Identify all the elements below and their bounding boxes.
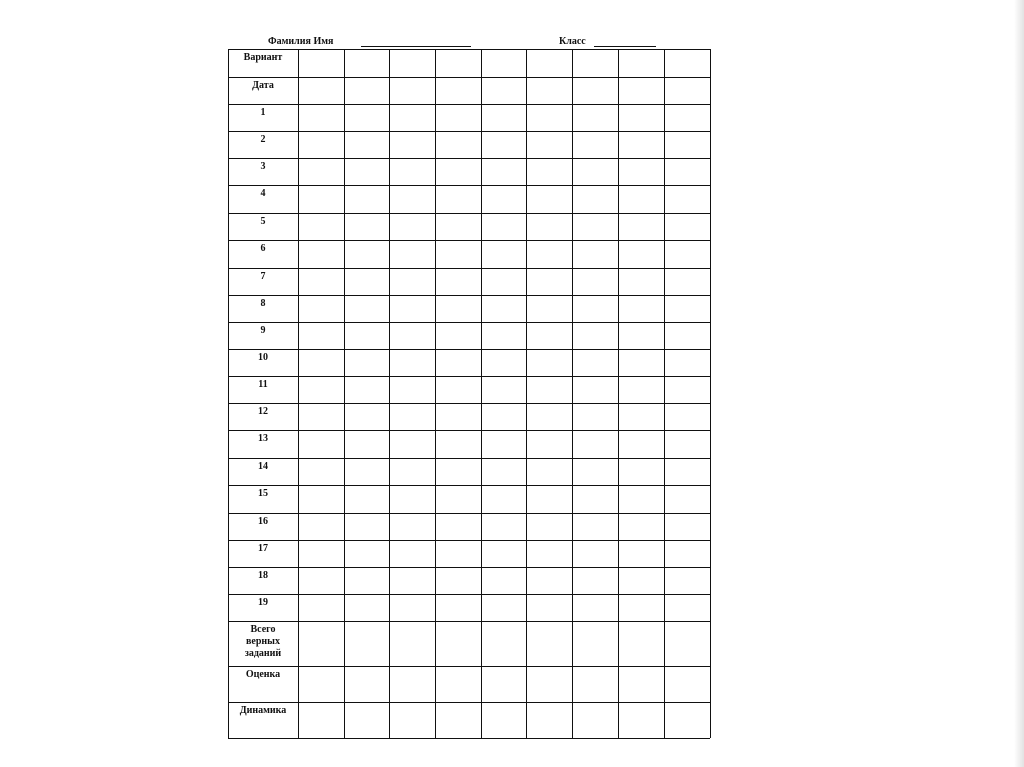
form-header (228, 36, 710, 50)
table-row-line (228, 240, 710, 241)
name-label: Фамилия Имя (268, 36, 334, 47)
table-row-line (228, 403, 710, 404)
table-row-line (228, 131, 710, 132)
table-row-line (228, 485, 710, 486)
row-label: 15 (258, 488, 268, 499)
table-column-line (710, 49, 711, 738)
row-label: 4 (260, 188, 266, 199)
table-column-line (526, 49, 527, 738)
table-column-line (572, 49, 573, 738)
row-label: 10 (258, 352, 268, 363)
table-column-line (298, 49, 299, 738)
row-label: Дата (252, 80, 274, 91)
table-column-line (344, 49, 345, 738)
class-blank-line (594, 46, 656, 47)
table-row-line (228, 513, 710, 514)
table-column-line (618, 49, 619, 738)
row-label: 16 (258, 516, 268, 527)
row-label: 18 (258, 570, 268, 581)
row-label: 11 (258, 379, 268, 390)
row-label: 2 (260, 134, 266, 145)
class-label: Класс (559, 36, 586, 47)
table-row-line (228, 702, 710, 703)
row-label: 13 (258, 433, 268, 444)
table-row-line (228, 158, 710, 159)
row-label: Оценка (245, 669, 281, 680)
table-row-line (228, 738, 710, 739)
row-label: 9 (260, 325, 266, 336)
row-label: Всего верных заданий (244, 624, 282, 659)
table-row-line (228, 594, 710, 595)
row-label: 1 (260, 107, 266, 118)
table-row-line (228, 322, 710, 323)
table-row-line (228, 213, 710, 214)
table-column-line (435, 49, 436, 738)
table-row-line (228, 430, 710, 431)
row-label: 17 (258, 543, 268, 554)
row-label: 8 (260, 298, 266, 309)
table-row-line (228, 49, 710, 50)
table-row-line (228, 666, 710, 667)
row-label: 14 (258, 461, 268, 472)
table-row-line (228, 295, 710, 296)
row-label: 7 (260, 271, 266, 282)
table-row-line (228, 104, 710, 105)
table-row-line (228, 268, 710, 269)
table-row-line (228, 349, 710, 350)
row-label: Динамика (239, 705, 287, 716)
table-row-line (228, 376, 710, 377)
row-label: 12 (258, 406, 268, 417)
row-label: 3 (260, 161, 266, 172)
row-label: Вариант (243, 52, 283, 63)
table-row-line (228, 567, 710, 568)
table-row-line (228, 185, 710, 186)
table-row-line (228, 621, 710, 622)
table-row-line (228, 540, 710, 541)
row-label: 19 (258, 597, 268, 608)
table-row-line (228, 458, 710, 459)
row-label: 5 (260, 216, 266, 227)
row-label: 6 (260, 243, 266, 254)
table-row-line (228, 77, 710, 78)
results-table (228, 49, 710, 738)
name-blank-line (361, 46, 471, 47)
slide-edge (1014, 0, 1024, 767)
table-column-line (389, 49, 390, 738)
table-column-line (664, 49, 665, 738)
table-column-line (481, 49, 482, 738)
